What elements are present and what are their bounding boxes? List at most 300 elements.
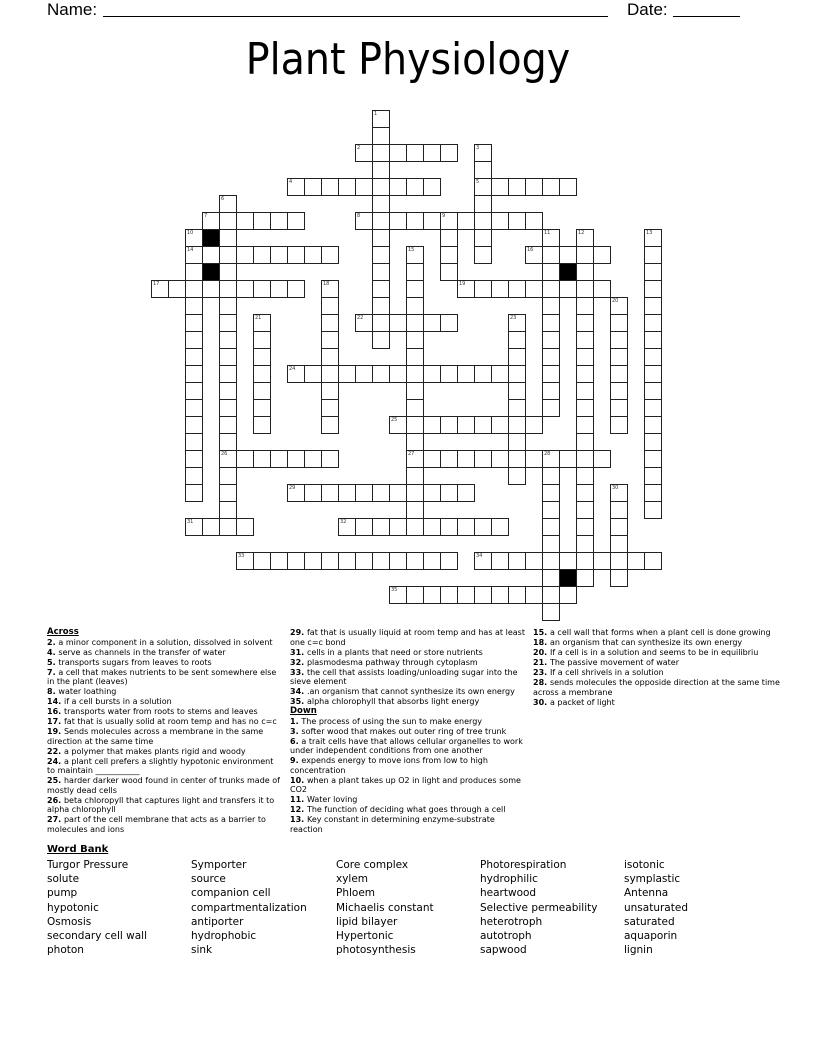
grid-cell[interactable] xyxy=(185,382,203,400)
grid-cell[interactable] xyxy=(525,212,543,230)
grid-cell[interactable] xyxy=(321,280,339,298)
grid-cell[interactable] xyxy=(406,586,424,604)
grid-cell[interactable] xyxy=(644,399,662,417)
grid-cell[interactable] xyxy=(559,450,577,468)
grid-cell[interactable] xyxy=(474,518,492,536)
grid-cell[interactable] xyxy=(491,365,509,383)
grid-cell[interactable] xyxy=(185,229,203,247)
grid-cell[interactable] xyxy=(406,280,424,298)
grid-cell[interactable] xyxy=(457,416,475,434)
grid-cell[interactable] xyxy=(644,314,662,332)
grid-cell[interactable] xyxy=(491,552,509,570)
grid-cell[interactable] xyxy=(270,280,288,298)
grid-cell[interactable] xyxy=(610,535,628,553)
grid-cell[interactable] xyxy=(304,365,322,383)
grid-cell[interactable] xyxy=(406,314,424,332)
grid-cell[interactable] xyxy=(576,246,594,264)
grid-cell[interactable] xyxy=(185,467,203,485)
grid-cell[interactable] xyxy=(406,331,424,349)
grid-cell[interactable] xyxy=(644,297,662,315)
grid-cell[interactable] xyxy=(610,569,628,587)
grid-cell[interactable] xyxy=(406,246,424,264)
grid-cell[interactable] xyxy=(355,178,373,196)
grid-cell[interactable] xyxy=(287,212,305,230)
grid-cell[interactable] xyxy=(253,552,271,570)
grid-cell[interactable] xyxy=(644,450,662,468)
grid-cell[interactable] xyxy=(185,484,203,502)
grid-cell[interactable] xyxy=(644,552,662,570)
grid-cell[interactable] xyxy=(423,450,441,468)
grid-cell[interactable] xyxy=(406,382,424,400)
grid-cell[interactable] xyxy=(610,314,628,332)
grid-cell[interactable] xyxy=(491,178,509,196)
grid-cell[interactable] xyxy=(593,552,611,570)
grid-cell[interactable] xyxy=(321,450,339,468)
grid-cell[interactable] xyxy=(474,365,492,383)
grid-cell[interactable] xyxy=(321,365,339,383)
grid-cell[interactable] xyxy=(525,586,543,604)
grid-cell[interactable] xyxy=(644,501,662,519)
grid-cell[interactable] xyxy=(542,365,560,383)
date-field[interactable] xyxy=(673,16,740,17)
grid-cell[interactable] xyxy=(321,399,339,417)
grid-cell[interactable] xyxy=(457,280,475,298)
grid-cell[interactable] xyxy=(253,314,271,332)
grid-cell[interactable] xyxy=(440,144,458,162)
grid-cell[interactable] xyxy=(185,433,203,451)
grid-cell[interactable] xyxy=(508,348,526,366)
grid-cell[interactable] xyxy=(219,467,237,485)
grid-cell[interactable] xyxy=(559,586,577,604)
grid-cell[interactable] xyxy=(542,229,560,247)
grid-cell[interactable] xyxy=(219,314,237,332)
grid-cell[interactable] xyxy=(287,280,305,298)
grid-cell[interactable] xyxy=(236,450,254,468)
grid-cell[interactable] xyxy=(440,552,458,570)
grid-cell[interactable] xyxy=(474,161,492,179)
grid-cell[interactable] xyxy=(508,586,526,604)
grid-cell[interactable] xyxy=(542,501,560,519)
grid-cell[interactable] xyxy=(457,518,475,536)
grid-cell[interactable] xyxy=(576,348,594,366)
grid-cell[interactable] xyxy=(610,297,628,315)
grid-cell[interactable] xyxy=(576,229,594,247)
grid-cell[interactable] xyxy=(542,314,560,332)
grid-cell[interactable] xyxy=(253,246,271,264)
grid-cell[interactable] xyxy=(253,348,271,366)
grid-cell[interactable] xyxy=(287,552,305,570)
grid-cell[interactable] xyxy=(491,212,509,230)
grid-cell[interactable] xyxy=(508,178,526,196)
grid-cell[interactable] xyxy=(372,246,390,264)
grid-cell[interactable] xyxy=(287,484,305,502)
grid-cell[interactable] xyxy=(185,348,203,366)
grid-cell[interactable] xyxy=(372,518,390,536)
grid-cell[interactable] xyxy=(423,314,441,332)
grid-cell[interactable] xyxy=(610,484,628,502)
grid-cell[interactable] xyxy=(525,450,543,468)
grid-cell[interactable] xyxy=(406,144,424,162)
grid-cell[interactable] xyxy=(610,501,628,519)
grid-cell[interactable] xyxy=(270,246,288,264)
grid-cell[interactable] xyxy=(406,552,424,570)
grid-cell[interactable] xyxy=(525,416,543,434)
grid-cell[interactable] xyxy=(253,280,271,298)
grid-cell[interactable] xyxy=(508,467,526,485)
grid-cell[interactable] xyxy=(610,518,628,536)
grid-cell[interactable] xyxy=(355,314,373,332)
grid-cell[interactable] xyxy=(474,212,492,230)
grid-cell[interactable] xyxy=(406,399,424,417)
grid-cell[interactable] xyxy=(508,416,526,434)
grid-cell[interactable] xyxy=(423,484,441,502)
grid-cell[interactable] xyxy=(457,586,475,604)
grid-cell[interactable] xyxy=(406,450,424,468)
grid-cell[interactable] xyxy=(304,246,322,264)
grid-cell[interactable] xyxy=(610,382,628,400)
grid-cell[interactable] xyxy=(253,365,271,383)
grid-cell[interactable] xyxy=(542,382,560,400)
grid-cell[interactable] xyxy=(389,365,407,383)
grid-cell[interactable] xyxy=(372,161,390,179)
grid-cell[interactable] xyxy=(321,382,339,400)
grid-cell[interactable] xyxy=(457,450,475,468)
grid-cell[interactable] xyxy=(321,297,339,315)
grid-cell[interactable] xyxy=(321,484,339,502)
grid-cell[interactable] xyxy=(389,518,407,536)
grid-cell[interactable] xyxy=(321,552,339,570)
grid-cell[interactable] xyxy=(474,450,492,468)
grid-cell[interactable] xyxy=(423,518,441,536)
grid-cell[interactable] xyxy=(406,178,424,196)
grid-cell[interactable] xyxy=(593,246,611,264)
grid-cell[interactable] xyxy=(440,450,458,468)
grid-cell[interactable] xyxy=(253,399,271,417)
grid-cell[interactable] xyxy=(644,467,662,485)
grid-cell[interactable] xyxy=(440,416,458,434)
grid-cell[interactable] xyxy=(423,416,441,434)
grid-cell[interactable] xyxy=(406,484,424,502)
grid-cell[interactable] xyxy=(338,178,356,196)
grid-cell[interactable] xyxy=(287,178,305,196)
grid-cell[interactable] xyxy=(372,195,390,213)
grid-cell[interactable] xyxy=(236,246,254,264)
grid-cell[interactable] xyxy=(389,416,407,434)
grid-cell[interactable] xyxy=(576,467,594,485)
grid-cell[interactable] xyxy=(185,246,203,264)
grid-cell[interactable] xyxy=(270,212,288,230)
grid-cell[interactable] xyxy=(457,484,475,502)
grid-cell[interactable] xyxy=(270,450,288,468)
grid-cell[interactable] xyxy=(508,314,526,332)
grid-cell[interactable] xyxy=(593,280,611,298)
grid-cell[interactable] xyxy=(355,484,373,502)
grid-cell[interactable] xyxy=(355,552,373,570)
grid-cell[interactable] xyxy=(202,246,220,264)
grid-cell[interactable] xyxy=(644,416,662,434)
grid-cell[interactable] xyxy=(542,569,560,587)
grid-cell[interactable] xyxy=(508,382,526,400)
grid-cell[interactable] xyxy=(474,552,492,570)
grid-cell[interactable] xyxy=(644,382,662,400)
grid-cell[interactable] xyxy=(270,552,288,570)
grid-cell[interactable] xyxy=(542,348,560,366)
grid-cell[interactable] xyxy=(542,467,560,485)
grid-cell[interactable] xyxy=(627,552,645,570)
grid-cell[interactable] xyxy=(253,331,271,349)
grid-cell[interactable] xyxy=(610,365,628,383)
grid-cell[interactable] xyxy=(372,331,390,349)
grid-cell[interactable] xyxy=(304,450,322,468)
grid-cell[interactable] xyxy=(372,314,390,332)
grid-cell[interactable] xyxy=(559,178,577,196)
grid-cell[interactable] xyxy=(440,586,458,604)
grid-cell[interactable] xyxy=(372,552,390,570)
grid-cell[interactable] xyxy=(406,297,424,315)
grid-cell[interactable] xyxy=(321,178,339,196)
grid-cell[interactable] xyxy=(372,127,390,145)
grid-cell[interactable] xyxy=(440,518,458,536)
grid-cell[interactable] xyxy=(253,382,271,400)
grid-cell[interactable] xyxy=(508,552,526,570)
grid-cell[interactable] xyxy=(491,280,509,298)
grid-cell[interactable] xyxy=(389,144,407,162)
grid-cell[interactable] xyxy=(304,484,322,502)
grid-cell[interactable] xyxy=(576,535,594,553)
grid-cell[interactable] xyxy=(576,280,594,298)
grid-cell[interactable] xyxy=(474,178,492,196)
grid-cell[interactable] xyxy=(542,552,560,570)
grid-cell[interactable] xyxy=(440,229,458,247)
grid-cell[interactable] xyxy=(236,552,254,570)
grid-cell[interactable] xyxy=(287,365,305,383)
grid-cell[interactable] xyxy=(542,518,560,536)
grid-cell[interactable] xyxy=(508,212,526,230)
grid-cell[interactable] xyxy=(525,178,543,196)
name-field[interactable] xyxy=(103,16,608,17)
grid-cell[interactable] xyxy=(219,399,237,417)
grid-cell[interactable] xyxy=(576,484,594,502)
grid-cell[interactable] xyxy=(219,263,237,281)
grid-cell[interactable] xyxy=(542,178,560,196)
grid-cell[interactable] xyxy=(372,365,390,383)
grid-cell[interactable] xyxy=(474,416,492,434)
grid-cell[interactable] xyxy=(491,416,509,434)
grid-cell[interactable] xyxy=(491,450,509,468)
grid-cell[interactable] xyxy=(202,518,220,536)
grid-cell[interactable] xyxy=(185,263,203,281)
grid-cell[interactable] xyxy=(440,365,458,383)
grid-cell[interactable] xyxy=(389,212,407,230)
grid-cell[interactable] xyxy=(491,586,509,604)
grid-cell[interactable] xyxy=(338,484,356,502)
grid-cell[interactable] xyxy=(644,331,662,349)
grid-cell[interactable] xyxy=(304,552,322,570)
grid-cell[interactable] xyxy=(338,365,356,383)
grid-cell[interactable] xyxy=(644,280,662,298)
grid-cell[interactable] xyxy=(542,484,560,502)
grid-cell[interactable] xyxy=(474,144,492,162)
grid-cell[interactable] xyxy=(474,246,492,264)
grid-cell[interactable] xyxy=(508,450,526,468)
grid-cell[interactable] xyxy=(185,450,203,468)
grid-cell[interactable] xyxy=(355,212,373,230)
grid-cell[interactable] xyxy=(474,280,492,298)
grid-cell[interactable] xyxy=(236,518,254,536)
grid-cell[interactable] xyxy=(219,297,237,315)
grid-cell[interactable] xyxy=(576,382,594,400)
grid-cell[interactable] xyxy=(219,348,237,366)
grid-cell[interactable] xyxy=(644,484,662,502)
grid-cell[interactable] xyxy=(219,433,237,451)
grid-cell[interactable] xyxy=(389,314,407,332)
grid-cell[interactable] xyxy=(321,348,339,366)
grid-cell[interactable] xyxy=(576,297,594,315)
grid-cell[interactable] xyxy=(508,280,526,298)
grid-cell[interactable] xyxy=(559,552,577,570)
grid-cell[interactable] xyxy=(389,178,407,196)
grid-cell[interactable] xyxy=(219,212,237,230)
grid-cell[interactable] xyxy=(372,110,390,128)
grid-cell[interactable] xyxy=(185,331,203,349)
grid-cell[interactable] xyxy=(406,416,424,434)
grid-cell[interactable] xyxy=(440,484,458,502)
grid-cell[interactable] xyxy=(389,552,407,570)
grid-cell[interactable] xyxy=(423,178,441,196)
grid-cell[interactable] xyxy=(219,331,237,349)
grid-cell[interactable] xyxy=(474,586,492,604)
grid-cell[interactable] xyxy=(576,331,594,349)
grid-cell[interactable] xyxy=(219,450,237,468)
grid-cell[interactable] xyxy=(576,399,594,417)
grid-cell[interactable] xyxy=(644,433,662,451)
grid-cell[interactable] xyxy=(491,518,509,536)
grid-cell[interactable] xyxy=(576,569,594,587)
grid-cell[interactable] xyxy=(542,586,560,604)
grid-cell[interactable] xyxy=(355,144,373,162)
grid-cell[interactable] xyxy=(644,229,662,247)
grid-cell[interactable] xyxy=(185,365,203,383)
grid-cell[interactable] xyxy=(576,263,594,281)
grid-cell[interactable] xyxy=(423,586,441,604)
grid-cell[interactable] xyxy=(219,195,237,213)
grid-cell[interactable] xyxy=(593,450,611,468)
grid-cell[interactable] xyxy=(423,365,441,383)
grid-cell[interactable] xyxy=(355,518,373,536)
grid-cell[interactable] xyxy=(219,280,237,298)
grid-cell[interactable] xyxy=(610,331,628,349)
grid-cell[interactable] xyxy=(406,365,424,383)
grid-cell[interactable] xyxy=(542,263,560,281)
grid-cell[interactable] xyxy=(542,297,560,315)
grid-cell[interactable] xyxy=(219,518,237,536)
grid-cell[interactable] xyxy=(644,246,662,264)
grid-cell[interactable] xyxy=(508,365,526,383)
grid-cell[interactable] xyxy=(576,365,594,383)
grid-cell[interactable] xyxy=(610,416,628,434)
grid-cell[interactable] xyxy=(389,586,407,604)
grid-cell[interactable] xyxy=(185,416,203,434)
grid-cell[interactable] xyxy=(236,212,254,230)
grid-cell[interactable] xyxy=(406,467,424,485)
grid-cell[interactable] xyxy=(525,246,543,264)
grid-cell[interactable] xyxy=(168,280,186,298)
grid-cell[interactable] xyxy=(440,246,458,264)
grid-cell[interactable] xyxy=(406,212,424,230)
grid-cell[interactable] xyxy=(406,433,424,451)
grid-cell[interactable] xyxy=(610,348,628,366)
grid-cell[interactable] xyxy=(542,535,560,553)
grid-cell[interactable] xyxy=(542,280,560,298)
grid-cell[interactable] xyxy=(338,518,356,536)
grid-cell[interactable] xyxy=(372,263,390,281)
grid-cell[interactable] xyxy=(253,212,271,230)
grid-cell[interactable] xyxy=(542,331,560,349)
grid-cell[interactable] xyxy=(457,365,475,383)
grid-cell[interactable] xyxy=(423,212,441,230)
grid-cell[interactable] xyxy=(610,399,628,417)
grid-cell[interactable] xyxy=(542,450,560,468)
grid-cell[interactable] xyxy=(440,263,458,281)
grid-cell[interactable] xyxy=(338,552,356,570)
grid-cell[interactable] xyxy=(372,280,390,298)
grid-cell[interactable] xyxy=(287,246,305,264)
grid-cell[interactable] xyxy=(185,399,203,417)
grid-cell[interactable] xyxy=(440,314,458,332)
grid-cell[interactable] xyxy=(474,195,492,213)
grid-cell[interactable] xyxy=(321,314,339,332)
grid-cell[interactable] xyxy=(372,484,390,502)
grid-cell[interactable] xyxy=(525,280,543,298)
grid-cell[interactable] xyxy=(576,314,594,332)
grid-cell[interactable] xyxy=(219,501,237,519)
grid-cell[interactable] xyxy=(440,212,458,230)
grid-cell[interactable] xyxy=(508,399,526,417)
grid-cell[interactable] xyxy=(372,229,390,247)
grid-cell[interactable] xyxy=(542,246,560,264)
grid-cell[interactable] xyxy=(576,416,594,434)
grid-cell[interactable] xyxy=(185,280,203,298)
grid-cell[interactable] xyxy=(372,144,390,162)
grid-cell[interactable] xyxy=(576,552,594,570)
grid-cell[interactable] xyxy=(576,433,594,451)
grid-cell[interactable] xyxy=(253,416,271,434)
grid-cell[interactable] xyxy=(219,246,237,264)
grid-cell[interactable] xyxy=(219,229,237,247)
grid-cell[interactable] xyxy=(185,518,203,536)
grid-cell[interactable] xyxy=(576,501,594,519)
grid-cell[interactable] xyxy=(406,501,424,519)
grid-cell[interactable] xyxy=(423,144,441,162)
grid-cell[interactable] xyxy=(372,178,390,196)
grid-cell[interactable] xyxy=(559,246,577,264)
grid-cell[interactable] xyxy=(202,280,220,298)
grid-cell[interactable] xyxy=(508,433,526,451)
grid-cell[interactable] xyxy=(576,450,594,468)
grid-cell[interactable] xyxy=(525,552,543,570)
grid-cell[interactable] xyxy=(287,450,305,468)
grid-cell[interactable] xyxy=(236,280,254,298)
grid-cell[interactable] xyxy=(406,348,424,366)
grid-cell[interactable] xyxy=(372,297,390,315)
grid-cell[interactable] xyxy=(389,484,407,502)
grid-cell[interactable] xyxy=(559,280,577,298)
grid-cell[interactable] xyxy=(542,603,560,621)
grid-cell[interactable] xyxy=(185,314,203,332)
grid-cell[interactable] xyxy=(576,518,594,536)
grid-cell[interactable] xyxy=(474,229,492,247)
grid-cell[interactable] xyxy=(372,212,390,230)
